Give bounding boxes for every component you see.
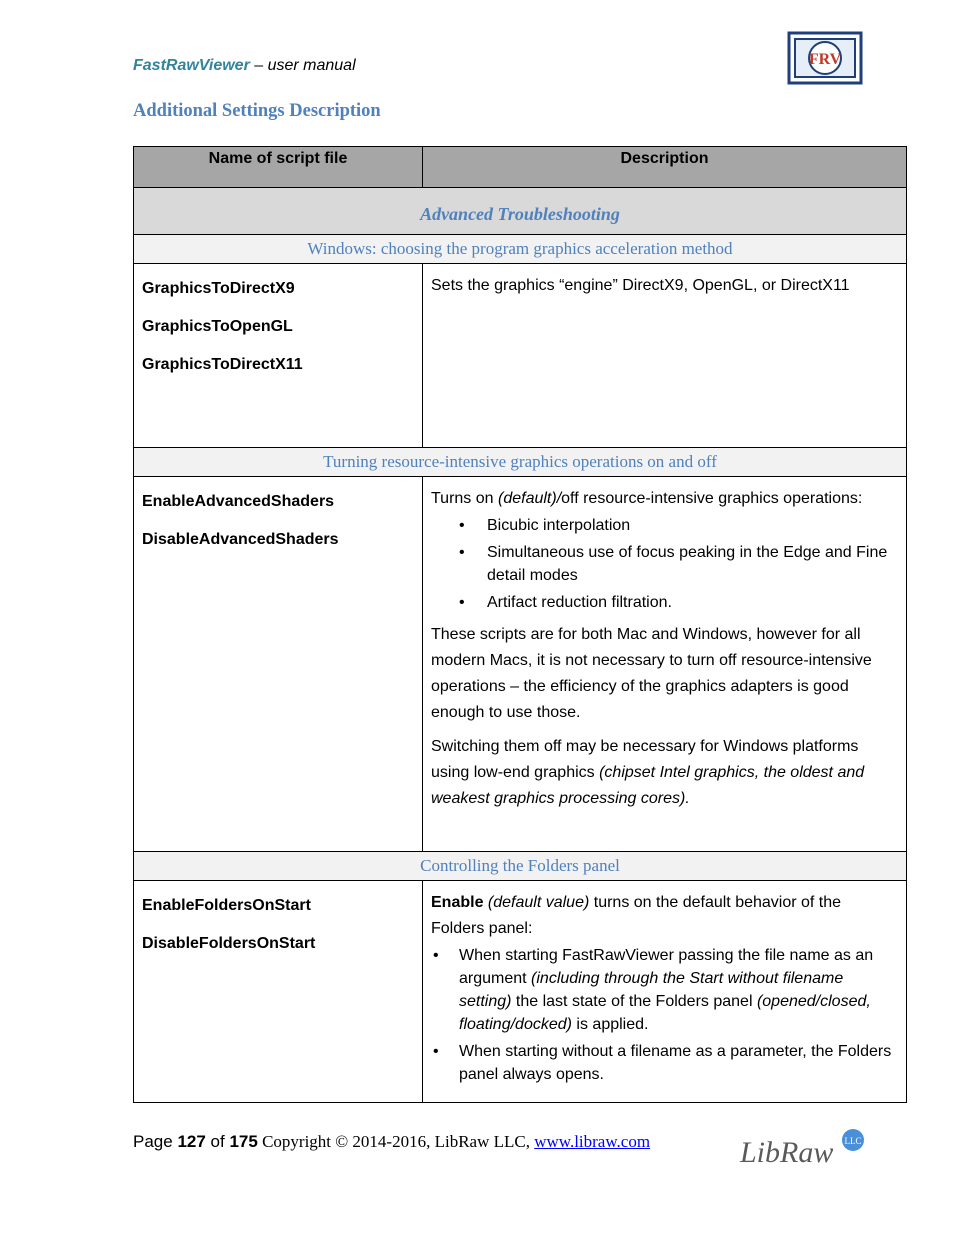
description-cell <box>423 264 907 448</box>
script-names-cell <box>134 264 423 448</box>
running-header <box>133 57 356 75</box>
page-number: 127 <box>177 1132 206 1151</box>
col-header-description: Description <box>423 147 907 188</box>
list-item: • When starting FastRawViewer passing the file name as an argument (including through the Start without filename setting) the last state of the Folders panel (opened/closed, floating/docked) is applied. <box>431 944 898 1036</box>
subsection-graphics-method: Windows: choosing the program graphics acceleration method <box>134 235 907 264</box>
website-link[interactable]: www.libraw.com <box>534 1132 651 1151</box>
script-names-cell <box>134 881 423 1103</box>
scripts-table <box>133 146 907 1103</box>
category-row: Advanced Troubleshooting <box>134 188 907 235</box>
script-name: EnableFoldersOnStart <box>142 897 311 914</box>
section-title: Additional Settings Description <box>133 101 381 121</box>
script-name: GraphicsToDirectX11 <box>142 356 303 373</box>
header-app-name: FastRawViewer <box>133 57 250 74</box>
libraw-logo <box>738 1126 868 1170</box>
script-name: DisableAdvancedShaders <box>142 531 339 548</box>
script-name: DisableFoldersOnStart <box>142 935 316 952</box>
script-name: GraphicsToDirectX9 <box>142 280 295 297</box>
description-text: Sets the graphics “engine” DirectX9, OpenGL, or DirectX11 <box>431 277 850 294</box>
col-header-name: Name of script file <box>134 147 423 188</box>
bullet-list <box>431 514 898 614</box>
subsection-folders-panel: Controlling the Folders panel <box>134 852 907 881</box>
libraw-logo-text: LibRaw <box>740 1136 834 1169</box>
frv-logo <box>787 31 863 85</box>
bullet-list <box>431 944 898 1086</box>
copyright-text: Copyright © 2014-2016, LibRaw LLC, <box>257 1132 535 1151</box>
script-name: EnableAdvancedShaders <box>142 493 335 510</box>
description-paragraph: Switching them off may be necessary for Windows platforms using low-end graphics (chipset Intel graphics, the oldest and weakest graphics processing cores). <box>431 738 865 807</box>
page-footer: Page 127 of 175 Copyright © 2014-2016, LibRaw LLC, www.libraw.com <box>133 1132 651 1151</box>
list-item: • Artifact reduction filtration. <box>431 591 898 614</box>
script-names-cell <box>134 477 423 852</box>
page-total: 175 <box>229 1132 258 1151</box>
libraw-logo-badge: LLC <box>844 1136 862 1146</box>
list-item: • Bicubic interpolation <box>431 514 898 537</box>
description-paragraph: These scripts are for both Mac and Windows, however for all modern Macs, it is not necessary to turn off resource-intensive operations – the efficiency of the graphics adapters is good enough to use those. <box>431 626 872 721</box>
description-intro: Turns on (default)/off resource-intensive graphics operations: <box>431 490 863 507</box>
description-intro: Enable (default value) turns on the default behavior of the Folders panel: <box>431 894 842 937</box>
description-cell <box>423 477 907 852</box>
list-item: • Simultaneous use of focus peaking in the Edge and Fine detail modes <box>431 541 898 587</box>
script-name: GraphicsToOpenGL <box>142 318 293 335</box>
subsection-shaders: Turning resource-intensive graphics operations on and off <box>134 448 907 477</box>
frv-logo-text: FRV <box>808 51 842 68</box>
header-subtitle: – user manual <box>249 57 356 74</box>
description-cell <box>423 881 907 1103</box>
list-item: • When starting without a filename as a parameter, the Folders panel always opens. <box>431 1040 898 1086</box>
